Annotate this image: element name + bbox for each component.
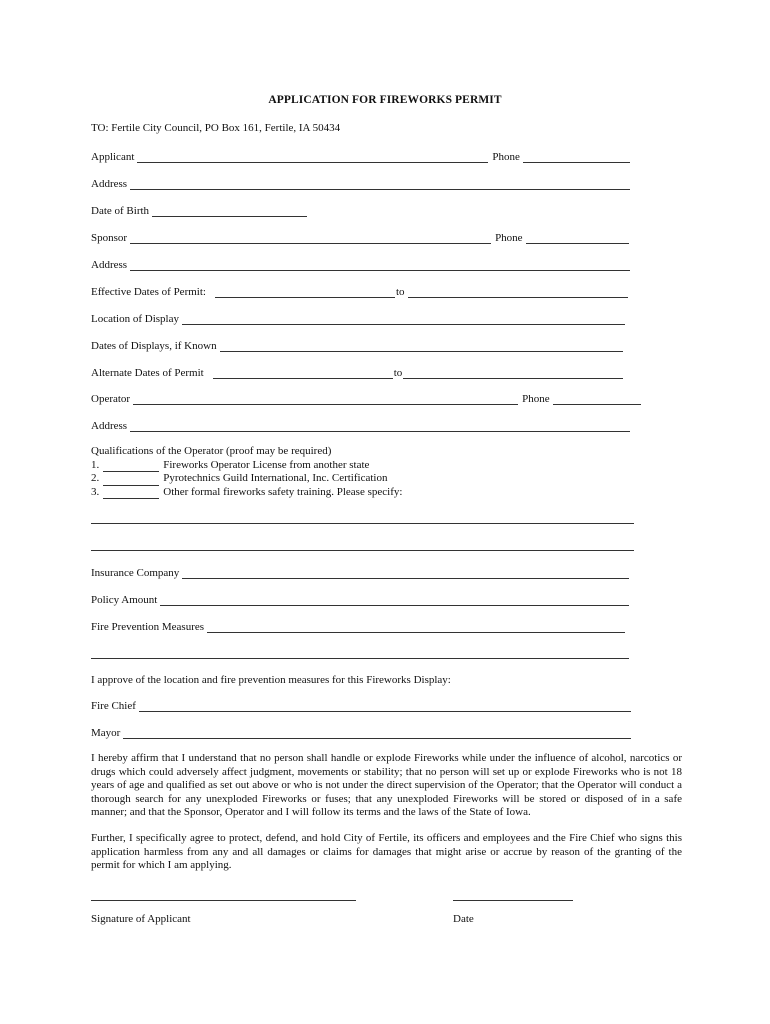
qualifications-section (91, 445, 402, 499)
specify-line-1-row (91, 510, 634, 524)
policy-field[interactable] (160, 594, 629, 606)
approve-row (91, 672, 451, 686)
effective-dates-to-label: to (395, 286, 405, 298)
qualification-number: 3. (91, 485, 100, 498)
qualification-item (91, 459, 402, 473)
alternate-dates-to-label: to (393, 367, 403, 379)
location-label: Location of Display (91, 313, 179, 325)
sponsor-field[interactable] (130, 232, 491, 244)
qualification-text: Pyrotechnics Guild International, Inc. Certification (163, 472, 388, 484)
qualification-check-field[interactable] (103, 460, 159, 472)
operator-phone-label: Phone (522, 393, 550, 405)
insurance-field[interactable] (182, 567, 629, 579)
operator-field[interactable] (133, 393, 518, 405)
mayor-row (91, 725, 631, 739)
qualification-check-field[interactable] (103, 487, 159, 499)
dob-label: Date of Birth (91, 205, 150, 217)
sponsor-phone-field[interactable] (526, 232, 629, 244)
fire-prevention-field-2[interactable] (91, 647, 629, 659)
operator-address-row (91, 418, 630, 432)
alternate-date-end-field[interactable] (403, 367, 623, 379)
qualification-text: Fireworks Operator License from another state (163, 458, 370, 471)
qualification-text: Other formal fireworks safety training. Please specify: (163, 485, 403, 498)
effective-dates-row (91, 284, 628, 298)
specify-field-2[interactable] (91, 539, 634, 551)
policy-label: Policy Amount (91, 594, 158, 606)
applicant-address-field[interactable] (130, 178, 630, 190)
location-field[interactable] (182, 313, 625, 325)
operator-row (91, 391, 641, 405)
display-dates-row (91, 338, 623, 352)
signature-date-field[interactable] (453, 900, 573, 901)
display-dates-label: Dates of Displays, if Known (91, 340, 217, 352)
effective-date-end-field[interactable] (408, 286, 628, 298)
sponsor-phone-label: Phone (495, 232, 523, 244)
operator-address-label: Address (91, 420, 128, 432)
date-label: Date (453, 913, 474, 925)
recipient-address: TO: Fertile City Council, PO Box 161, Fertile, IA 50434 (91, 122, 341, 134)
applicant-phone-label: Phone (492, 151, 520, 163)
insurance-label: Insurance Company (91, 567, 180, 579)
approve-text: I approve of the location and fire prevention measures for this Fireworks Display: (91, 674, 451, 686)
form-title: APPLICATION FOR FIREWORKS PERMIT (268, 94, 502, 106)
specify-field-1[interactable] (91, 512, 634, 524)
applicant-row (91, 149, 630, 163)
signature-label: Signature of Applicant (91, 913, 191, 925)
applicant-phone-field[interactable] (523, 151, 630, 163)
indemnity-paragraph: Further, I specifically agree to protect, defend, and hold City of Fertile, its officers and employees and the Fire Chief who signs this application harmless from any and all damages or claims for damages that might arise or accrue by reason of the granting of the permit for which I am applying. (91, 832, 682, 872)
operator-phone-field[interactable] (553, 393, 641, 405)
qualifications-heading: Qualifications of the Operator (proof may be required) (91, 445, 332, 457)
sponsor-address-row (91, 257, 630, 271)
operator-address-field[interactable] (130, 420, 630, 432)
qualification-item (91, 486, 402, 500)
specify-line-2-row (91, 537, 634, 551)
applicant-address-label: Address (91, 178, 128, 190)
location-row (91, 311, 625, 325)
applicant-label: Applicant (91, 151, 135, 163)
fire-chief-row (91, 698, 631, 712)
display-dates-field[interactable] (220, 340, 623, 352)
dob-row (91, 203, 307, 217)
qualification-number: 1. (91, 458, 100, 471)
effective-dates-label: Effective Dates of Permit: (91, 286, 206, 298)
fire-prevention-field[interactable] (207, 621, 625, 633)
sponsor-row (91, 230, 629, 244)
alternate-dates-label: Alternate Dates of Permit (91, 367, 204, 379)
alternate-date-start-field[interactable] (213, 367, 393, 379)
mayor-signature-field[interactable] (123, 727, 631, 739)
qualification-check-field[interactable] (103, 474, 159, 486)
policy-row (91, 592, 629, 606)
applicant-field[interactable] (137, 151, 488, 163)
applicant-address-row (91, 176, 630, 190)
operator-label: Operator (91, 393, 131, 405)
effective-date-start-field[interactable] (215, 286, 395, 298)
fire-chief-label: Fire Chief (91, 700, 136, 712)
sponsor-address-label: Address (91, 259, 128, 271)
alternate-dates-row (91, 365, 623, 379)
dob-field[interactable] (152, 205, 307, 217)
sponsor-label: Sponsor (91, 232, 128, 244)
affirmation-paragraph: I hereby affirm that I understand that no person shall handle or explode Fireworks while under the influence of alcohol, narcotics or drugs which could adversely affect judgment, movements or stability; that no person will set up or explode Fireworks who is not 18 years of age and qualified as set out above or who is not under the direct supervision of the Operator; that the Operator will conduct a thorough search for any unexploded Fireworks or fuses; that any unexploded Fireworks will be stored or disposed of in a safe manner; and that the Sponsor, Operator and I will follow its terms and the laws of the State of Iowa. (91, 752, 682, 819)
qualification-number: 2. (91, 472, 100, 484)
applicant-signature-field[interactable] (91, 900, 356, 901)
insurance-row (91, 565, 629, 579)
sponsor-address-field[interactable] (130, 259, 630, 271)
fire-prevention-row (91, 619, 625, 633)
qualification-item (91, 472, 402, 486)
mayor-label: Mayor (91, 727, 121, 739)
fire-chief-signature-field[interactable] (139, 700, 631, 712)
fire-prevention-label: Fire Prevention Measures (91, 621, 205, 633)
fire-prevention-line-2-row (91, 645, 629, 659)
